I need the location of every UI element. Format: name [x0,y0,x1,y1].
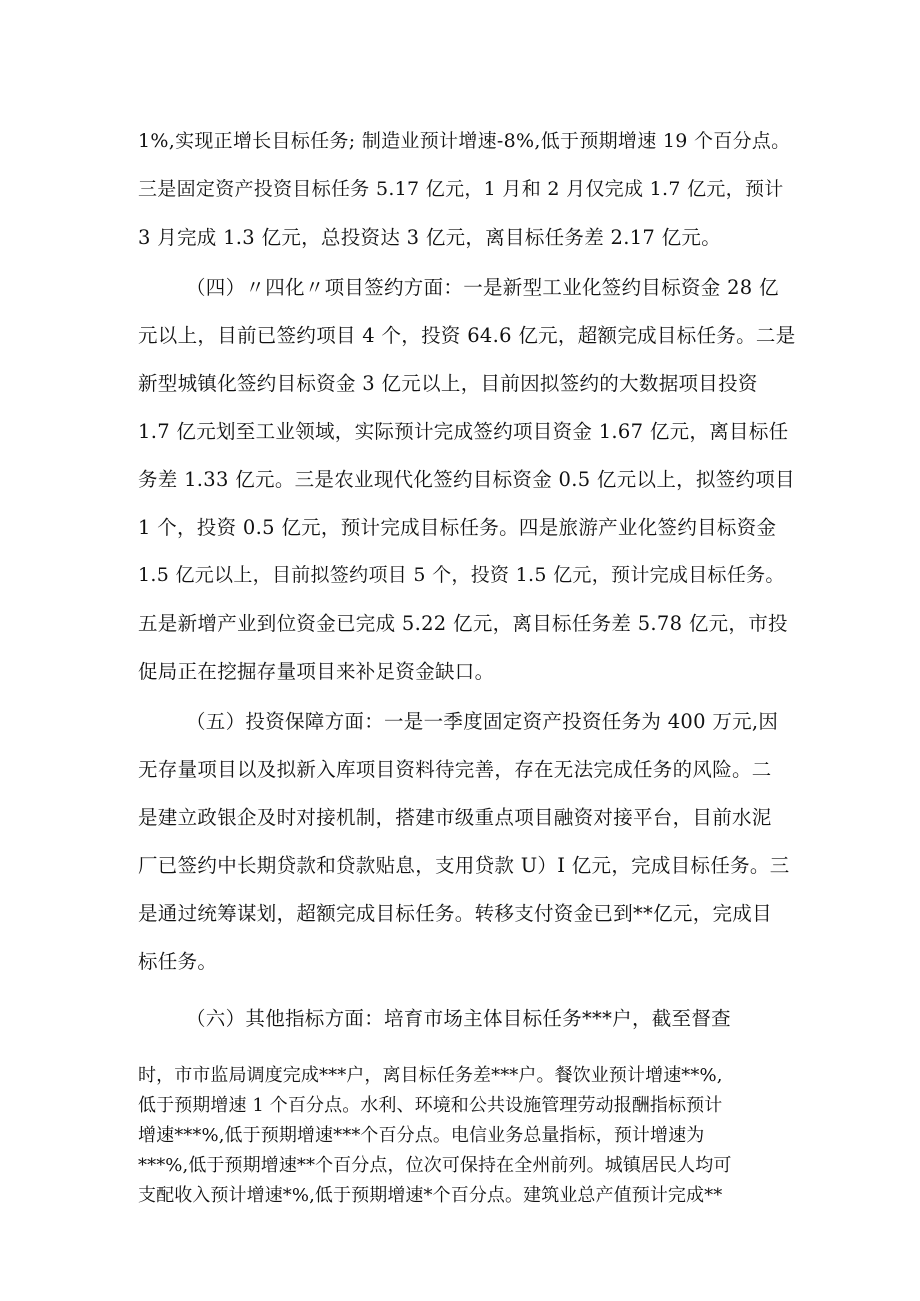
text-line: 时，市市监局调度完成***户，离目标任务差***户。餐饮业预计增速**%, [138,1065,723,1086]
text-line: 新型城镇化签约目标资金 3 亿元以上，目前因拟签约的大数据项目投资 [138,372,758,395]
text-line: ***%,低于预期增速**个百分点，位次可保持在全州前列。城镇居民人均可 [138,1155,732,1176]
text-line: 厂已签约中长期贷款和贷款贴息，支用贷款 U）I 亿元，完成目标任务。三 [138,854,790,877]
paragraph-heading-6: （六）其他指标方面：培育市场主体目标任务***户，截至督查 [186,1007,731,1030]
text-line: 支配收入预计增速*%,低于预期增速*个百分点。建筑业总产值预计完成** [138,1185,723,1206]
text-line: 五是新增产业到位资金已完成 5.22 亿元，离目标任务差 5.78 亿元，市投 [138,612,788,635]
text-line: 1%,实现正增长目标任务; 制造业预计增速-8%,低于预期增速 19 个百分点。 [138,130,791,152]
text-line: 1.5 亿元以上，目前拟签约项目 5 个，投资 1.5 亿元，预计完成目标任务。 [138,564,785,586]
text-line: 3 月完成 1.3 亿元，总投资达 3 亿元，离目标任务差 2.17 亿元。 [138,226,722,249]
text-line: 务差 1.33 亿元。三是农业现代化签约目标资金 0.5 亿元以上，拟签约项目 [138,468,795,491]
paragraph-heading-5: （五）投资保障方面：一是一季度固定资产投资任务为 400 万元,因 [186,710,779,733]
text-line: 元以上，目前已签约项目 4 个，投资 64.6 亿元，超额完成目标任务。二是 [138,324,796,347]
text-line: 三是固定资产投资目标任务 5.17 亿元，1 月和 2 月仅完成 1.7 亿元，预计 [138,178,784,200]
text-line: 是通过统筹谋划，超额完成目标任务。转移支付资金已到**亿元，完成目 [138,902,772,925]
text-line: 增速***%,低于预期增速***个百分点。电信业务总量指标，预计增速为 [138,1125,705,1146]
text-line: 1 个，投资 0.5 亿元，预计完成目标任务。四是旅游产业化签约目标资金 [138,516,777,539]
text-line: 无存量项目以及拟新入库项目资料待完善，存在无法完成任务的风险。二 [138,758,772,781]
text-line: 低于预期增速 1 个百分点。水利、环境和公共设施管理劳动报酬指标预计 [138,1095,723,1116]
text-line: 是建立政银企及时对接机制，搭建市级重点项目融资对接平台，目前水泥 [138,806,772,829]
text-line: 1.7 亿元划至工业领域，实际预计完成签约项目资金 1.67 亿元，离目标任 [138,420,789,443]
text-line: 促局正在挖掘存量项目来补足资金缺口。 [138,660,495,683]
paragraph-heading-4: （四）〃四化〃项目签约方面：一是新型工业化签约目标资金 28 亿 [186,276,779,299]
text-line: 标任务。 [138,950,218,973]
